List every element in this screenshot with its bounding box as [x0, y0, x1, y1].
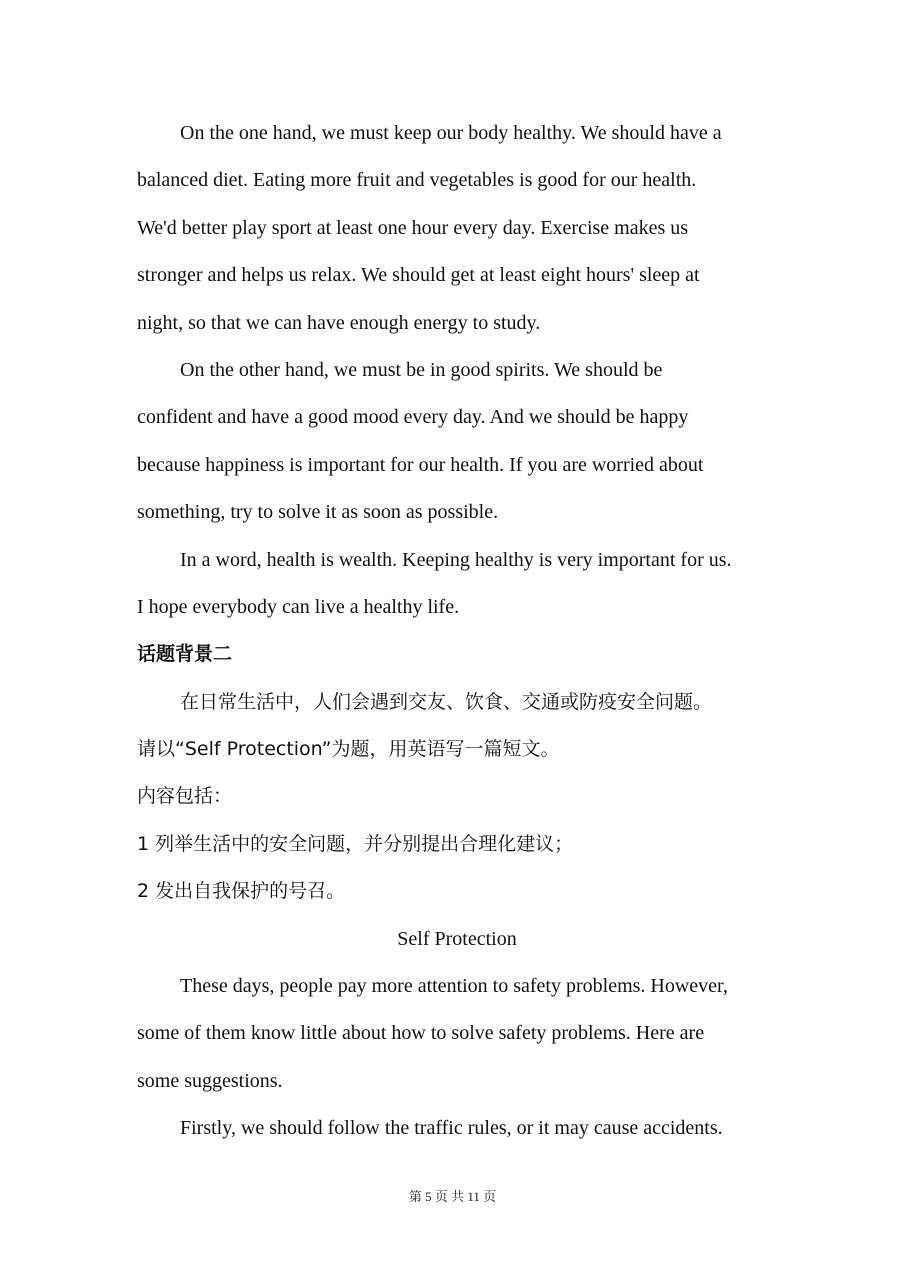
- content-label: 内容包括：: [137, 785, 233, 808]
- essay-title: Self Protection: [397, 927, 517, 950]
- text-line: stronger and helps us relax. We should get at least eight hours' sleep at: [137, 264, 700, 287]
- prompt-line: 在日常生活中，人们会遇到交友、饮食、交通或防疫安全问题。: [180, 690, 713, 713]
- essay-intro: [137, 963, 777, 1105]
- paragraph-conclusion: [137, 537, 777, 632]
- writing-prompt: [137, 679, 777, 774]
- text-line: I hope everybody can live a healthy life.: [137, 595, 460, 618]
- text-line: On the other hand, we must be in good spirits. We should be: [180, 358, 663, 381]
- paragraph-good-spirits: [137, 347, 777, 537]
- text-line: some suggestions.: [137, 1069, 283, 1092]
- page-number-footer: 第 5 页 共 11 页: [408, 1189, 497, 1204]
- list-item: 1 列举生活中的安全问题，并分别提出合理化建议；: [137, 832, 574, 855]
- text-line: balanced diet. Eating more fruit and vegetables is good for our health.: [137, 169, 697, 192]
- text-line: some of them know little about how to solve safety problems. Here are: [137, 1022, 705, 1045]
- list-item: 2 发出自我保护的号召。: [137, 880, 346, 903]
- text-line: Firstly, we should follow the traffic rules, or it may cause accidents.: [180, 1117, 723, 1140]
- text-line: These days, people pay more attention to safety problems. However,: [180, 975, 728, 998]
- text-line: On the one hand, we must keep our body healthy. We should have a: [180, 122, 722, 144]
- essay-traffic: [137, 1105, 777, 1152]
- text-line: something, try to solve it as soon as possible.: [137, 501, 499, 524]
- text-line: In a word, health is wealth. Keeping healthy is very important for us.: [180, 548, 732, 571]
- text-line: confident and have a good mood every day. And we should be happy: [137, 406, 689, 429]
- text-line: We'd better play sport at least one hour every day. Exercise makes us: [137, 216, 689, 239]
- prompt-line: 请以“Self Protection”为题，用英语写一篇短文。: [137, 738, 560, 761]
- document-page: [137, 110, 777, 1153]
- text-line: night, so that we can have enough energy to study.: [137, 311, 541, 334]
- section-heading: 话题背景二: [137, 643, 233, 666]
- paragraph-body-health: [137, 110, 777, 347]
- text-line: because happiness is important for our health. If you are worried about: [137, 453, 704, 476]
- requirements-list: [137, 821, 777, 916]
